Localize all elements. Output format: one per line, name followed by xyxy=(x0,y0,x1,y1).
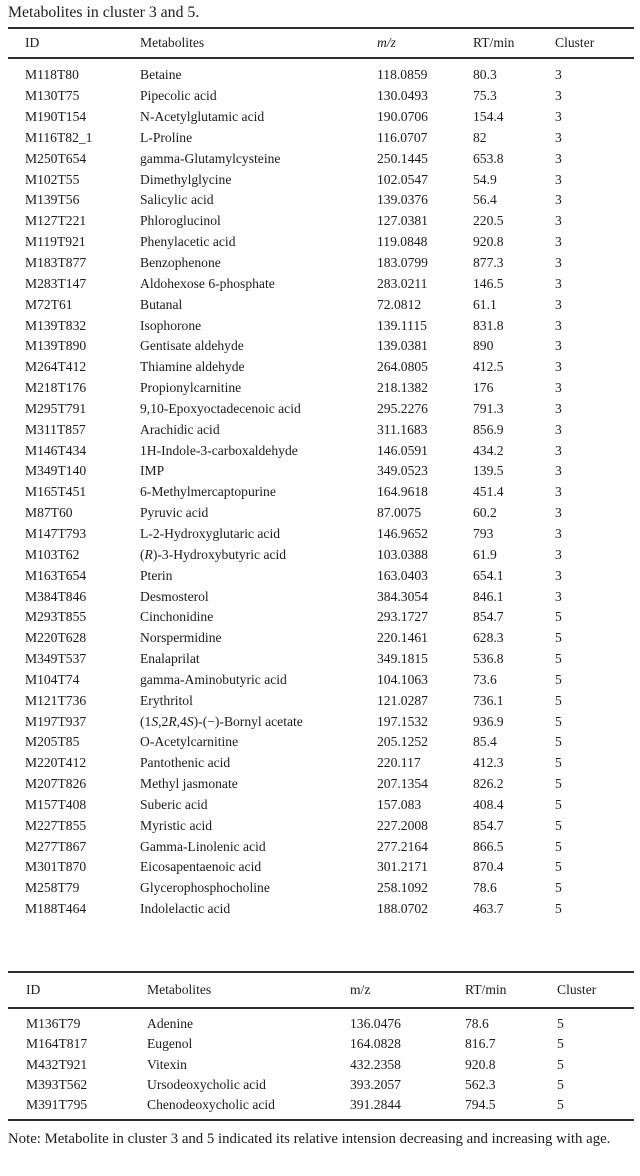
table-row xyxy=(8,399,634,420)
cell-rt: 562.3 xyxy=(465,1077,496,1093)
table-row xyxy=(8,169,634,190)
column-header-rt: RT/min xyxy=(465,982,507,997)
cell-rt: 628.3 xyxy=(473,630,504,646)
cell-id: M384T846 xyxy=(25,588,87,604)
cell-mz: 183.0799 xyxy=(377,255,428,271)
cell-rt: 61.1 xyxy=(473,296,497,312)
cell-id: M130T75 xyxy=(25,88,80,104)
cell-id: M283T147 xyxy=(25,275,87,291)
cell-id: M250T654 xyxy=(25,150,87,166)
cell-id: M127T221 xyxy=(25,213,87,229)
cell-mz: 139.1115 xyxy=(377,317,427,333)
cell-mz: 130.0493 xyxy=(377,88,428,104)
cell-metabolites: Vitexin xyxy=(147,1056,187,1072)
cell-metabolites: Pipecolic acid xyxy=(140,88,217,104)
table-row xyxy=(8,336,634,357)
cell-rt: 793 xyxy=(473,525,494,541)
cell-cluster: 3 xyxy=(555,234,562,250)
cell-id: M119T921 xyxy=(25,234,86,250)
cell-rt: 866.5 xyxy=(473,838,504,854)
cell-metabolites: Chenodeoxycholic acid xyxy=(147,1097,275,1113)
cell-mz: 391.2844 xyxy=(350,1097,401,1113)
cell-metabolites: Ursodeoxycholic acid xyxy=(147,1077,266,1093)
cell-cluster: 3 xyxy=(555,463,562,479)
cell-id: M295T791 xyxy=(25,400,87,416)
cell-id: M103T62 xyxy=(25,546,80,562)
cell-mz: 250.1445 xyxy=(377,150,428,166)
cell-id: M165T451 xyxy=(25,484,87,500)
table-row xyxy=(8,795,634,816)
cell-id: M277T867 xyxy=(25,838,87,854)
cell-rt: 451.4 xyxy=(473,484,504,500)
cell-id: M190T154 xyxy=(25,109,87,125)
table-row xyxy=(8,211,634,232)
cell-mz: 220.117 xyxy=(377,755,421,771)
cell-id: M218T176 xyxy=(25,380,87,396)
cell-mz: 164.0828 xyxy=(350,1036,401,1052)
cell-metabolites: O-Acetylcarnitine xyxy=(140,734,239,750)
cell-id: M104T74 xyxy=(25,671,80,687)
table-row xyxy=(8,1075,634,1095)
cell-cluster: 3 xyxy=(555,400,562,416)
table-row xyxy=(8,1034,634,1054)
cell-cluster: 3 xyxy=(555,213,562,229)
cell-cluster: 3 xyxy=(555,525,562,541)
table-header-row xyxy=(8,973,634,1007)
cell-metabolites: N-Acetylglutamic acid xyxy=(140,109,265,125)
cell-mz: 116.0707 xyxy=(377,129,428,145)
cell-mz: 163.0403 xyxy=(377,567,428,583)
cell-mz: 197.1532 xyxy=(377,713,428,729)
cell-mz: 432.2358 xyxy=(350,1056,401,1072)
cell-mz: 349.1815 xyxy=(377,651,428,667)
table-row xyxy=(8,232,634,253)
cell-cluster: 5 xyxy=(555,692,562,708)
cell-mz: 190.0706 xyxy=(377,109,428,125)
cell-cluster: 5 xyxy=(555,713,562,729)
table-row xyxy=(8,565,634,586)
cell-rt: 736.1 xyxy=(473,692,504,708)
table-row xyxy=(8,65,634,86)
cell-id: M349T140 xyxy=(25,463,87,479)
cell-id: M147T793 xyxy=(25,525,87,541)
table-row xyxy=(8,649,634,670)
cell-mz: 218.1382 xyxy=(377,380,428,396)
metabolites-table-continued xyxy=(8,971,634,1121)
cell-mz: 207.1354 xyxy=(377,776,428,792)
cell-rt: 54.9 xyxy=(473,171,497,187)
table-row xyxy=(8,440,634,461)
cell-rt: 920.8 xyxy=(465,1056,496,1072)
cell-cluster: 5 xyxy=(555,796,562,812)
cell-rt: 920.8 xyxy=(473,234,504,250)
cell-cluster: 3 xyxy=(555,171,562,187)
cell-cluster: 3 xyxy=(555,67,562,83)
table-row xyxy=(8,690,634,711)
cell-metabolites: gamma-Glutamylcysteine xyxy=(140,150,281,166)
cell-mz: 349.0523 xyxy=(377,463,428,479)
cell-id: M136T79 xyxy=(26,1016,81,1032)
column-header-mz: m/z xyxy=(350,982,371,997)
cell-rt: 536.8 xyxy=(473,651,504,667)
cell-metabolites: Thiamine aldehyde xyxy=(140,359,245,375)
cell-mz: 264.0805 xyxy=(377,359,428,375)
cell-id: M183T877 xyxy=(25,255,87,271)
table-header-row xyxy=(8,29,634,57)
table-row xyxy=(8,128,634,149)
cell-cluster: 3 xyxy=(555,129,562,145)
table-row xyxy=(8,190,634,211)
cell-mz: 393.2057 xyxy=(350,1077,401,1093)
cell-metabolites: Myristic acid xyxy=(140,817,213,833)
table-caption: Metabolites in cluster 3 and 5. xyxy=(8,4,200,21)
cell-cluster: 5 xyxy=(555,671,562,687)
cell-mz: 188.0702 xyxy=(377,901,428,917)
column-header-rt: RT/min xyxy=(473,35,515,50)
cell-mz: 118.0859 xyxy=(377,67,428,83)
cell-id: M139T56 xyxy=(25,192,80,208)
cell-cluster: 5 xyxy=(557,1036,564,1052)
cell-metabolites: Pantothenic acid xyxy=(140,755,231,771)
table-row xyxy=(8,315,634,336)
table-row xyxy=(8,461,634,482)
cell-cluster: 5 xyxy=(555,630,562,646)
table-row xyxy=(8,148,634,169)
cell-id: M118T80 xyxy=(25,67,79,83)
table-row xyxy=(8,857,634,878)
cell-mz: 139.0376 xyxy=(377,192,428,208)
cell-metabolites: (R)-3-Hydroxybutyric acid xyxy=(140,546,287,562)
cell-id: M220T412 xyxy=(25,755,87,771)
cell-cluster: 5 xyxy=(555,838,562,854)
cell-id: M227T855 xyxy=(25,817,87,833)
cell-mz: 384.3054 xyxy=(377,588,428,604)
table-row xyxy=(8,732,634,753)
cell-rt: 78.6 xyxy=(473,880,497,896)
cell-metabolites: IMP xyxy=(140,463,165,479)
column-header-metabolites: Metabolites xyxy=(140,35,205,50)
cell-rt: 854.7 xyxy=(473,817,504,833)
table-row xyxy=(8,253,634,274)
table-row xyxy=(8,607,634,628)
cell-rt: 890 xyxy=(473,338,494,354)
cell-metabolites: Erythritol xyxy=(140,692,193,708)
cell-rt: 826.2 xyxy=(473,776,504,792)
cell-cluster: 3 xyxy=(555,484,562,500)
cell-cluster: 3 xyxy=(555,255,562,271)
cell-cluster: 5 xyxy=(557,1097,564,1113)
table-row xyxy=(8,503,634,524)
column-header-id: ID xyxy=(25,35,40,50)
cell-metabolites: Isophorone xyxy=(140,317,202,333)
cell-metabolites: L-Proline xyxy=(140,129,193,145)
cell-metabolites: Suberic acid xyxy=(140,796,208,812)
cell-metabolites: Glycerophosphocholine xyxy=(140,880,270,896)
table-row xyxy=(8,1014,634,1034)
cell-mz: 220.1461 xyxy=(377,630,428,646)
cell-metabolites: Salicylic acid xyxy=(140,192,214,208)
cell-mz: 227.2008 xyxy=(377,817,428,833)
cell-metabolites: Eugenol xyxy=(147,1036,193,1052)
table-row xyxy=(8,378,634,399)
table-row xyxy=(8,836,634,857)
cell-mz: 127.0381 xyxy=(377,213,428,229)
cell-id: M207T826 xyxy=(25,776,87,792)
metabolites-table-clusters-3-5 xyxy=(8,27,634,920)
cell-cluster: 5 xyxy=(555,880,562,896)
cell-rt: 220.5 xyxy=(473,213,504,229)
cell-rt: 176 xyxy=(473,380,494,396)
cell-rt: 434.2 xyxy=(473,442,504,458)
cell-id: M311T857 xyxy=(25,421,86,437)
cell-rt: 463.7 xyxy=(473,901,504,917)
cell-metabolites: Gamma-Linolenic acid xyxy=(140,838,266,854)
table-row xyxy=(8,357,634,378)
table-body xyxy=(8,1009,634,1119)
cell-id: M220T628 xyxy=(25,630,87,646)
cell-cluster: 5 xyxy=(555,651,562,667)
cell-rt: 412.5 xyxy=(473,359,504,375)
cell-cluster: 5 xyxy=(555,734,562,750)
table-row xyxy=(8,1055,634,1075)
cell-mz: 103.0388 xyxy=(377,546,428,562)
cell-cluster: 5 xyxy=(555,609,562,625)
cell-metabolites: Betaine xyxy=(140,67,182,83)
cell-cluster: 5 xyxy=(555,901,562,917)
cell-mz: 164.9618 xyxy=(377,484,428,500)
cell-mz: 87.0075 xyxy=(377,505,422,521)
table-row xyxy=(8,815,634,836)
cell-mz: 146.9652 xyxy=(377,525,428,541)
cell-rt: 816.7 xyxy=(465,1036,496,1052)
cell-rt: 854.7 xyxy=(473,609,504,625)
cell-cluster: 5 xyxy=(557,1016,564,1032)
cell-metabolites: Aldohexose 6-phosphate xyxy=(140,275,275,291)
cell-cluster: 3 xyxy=(555,421,562,437)
cell-id: M293T855 xyxy=(25,609,87,625)
cell-rt: 412.3 xyxy=(473,755,504,771)
cell-mz: 157.083 xyxy=(377,796,422,812)
table-row xyxy=(8,107,634,128)
table-row xyxy=(8,544,634,565)
cell-id: M349T537 xyxy=(25,651,87,667)
cell-mz: 72.0812 xyxy=(377,296,422,312)
column-header-metabolites: Metabolites xyxy=(147,982,212,997)
cell-rt: 78.6 xyxy=(465,1016,489,1032)
cell-mz: 146.0591 xyxy=(377,442,428,458)
cell-cluster: 5 xyxy=(555,776,562,792)
table-row xyxy=(8,524,634,545)
cell-cluster: 5 xyxy=(557,1056,564,1072)
cell-rt: 75.3 xyxy=(473,88,497,104)
cell-mz: 205.1252 xyxy=(377,734,428,750)
cell-mz: 102.0547 xyxy=(377,171,428,187)
cell-cluster: 3 xyxy=(555,275,562,291)
cell-rt: 60.2 xyxy=(473,505,497,521)
cell-rt: 154.4 xyxy=(473,109,504,125)
cell-metabolites: Dimethylglycine xyxy=(140,171,232,187)
cell-id: M197T937 xyxy=(25,713,87,729)
cell-rt: 936.9 xyxy=(473,713,504,729)
cell-mz: 121.0287 xyxy=(377,692,428,708)
cell-metabolites: Indolelactic acid xyxy=(140,901,231,917)
table-row xyxy=(8,586,634,607)
cell-metabolites: (1S,2R,4S)-(−)-Bornyl acetate xyxy=(140,713,303,729)
cell-cluster: 5 xyxy=(555,817,562,833)
cell-rt: 831.8 xyxy=(473,317,504,333)
cell-cluster: 3 xyxy=(555,88,562,104)
cell-rt: 870.4 xyxy=(473,859,504,875)
cell-cluster: 3 xyxy=(555,505,562,521)
cell-rt: 846.1 xyxy=(473,588,504,604)
cell-id: M188T464 xyxy=(25,901,87,917)
cell-id: M87T60 xyxy=(25,505,73,521)
cell-id: M157T408 xyxy=(25,796,87,812)
cell-metabolites: Gentisate aldehyde xyxy=(140,338,244,354)
cell-cluster: 3 xyxy=(555,442,562,458)
table-row xyxy=(8,878,634,899)
cell-cluster: 3 xyxy=(555,588,562,604)
cell-cluster: 5 xyxy=(557,1077,564,1093)
cell-cluster: 3 xyxy=(555,296,562,312)
cell-metabolites: 9,10-Epoxyoctadecenoic acid xyxy=(140,400,301,416)
cell-id: M146T434 xyxy=(25,442,87,458)
cell-id: M102T55 xyxy=(25,171,80,187)
column-header-cluster: Cluster xyxy=(557,982,597,997)
column-header-mz: m/z xyxy=(377,35,396,50)
cell-metabolites: Eicosapentaenoic acid xyxy=(140,859,262,875)
cell-metabolites: Phenylacetic acid xyxy=(140,234,236,250)
column-header-cluster: Cluster xyxy=(555,35,595,50)
table-row xyxy=(8,774,634,795)
cell-cluster: 5 xyxy=(555,755,562,771)
cell-cluster: 5 xyxy=(555,859,562,875)
cell-id: M264T412 xyxy=(25,359,87,375)
cell-metabolites: Benzophenone xyxy=(140,255,221,271)
cell-rt: 61.9 xyxy=(473,546,497,562)
cell-mz: 295.2276 xyxy=(377,400,428,416)
cell-mz: 293.1727 xyxy=(377,609,428,625)
table-row xyxy=(8,86,634,107)
cell-id: M205T85 xyxy=(25,734,80,750)
cell-metabolites: Butanal xyxy=(140,296,183,312)
cell-mz: 311.1683 xyxy=(377,421,428,437)
table-body xyxy=(8,59,634,920)
cell-metabolites: Methyl jasmonate xyxy=(140,776,238,792)
table-row xyxy=(8,753,634,774)
cell-rt: 791.3 xyxy=(473,400,504,416)
cell-mz: 139.0381 xyxy=(377,338,428,354)
cell-metabolites: Adenine xyxy=(147,1016,194,1032)
cell-metabolites: 6-Methylmercaptopurine xyxy=(140,484,276,500)
cell-rt: 82 xyxy=(473,129,487,145)
cell-rt: 139.5 xyxy=(473,463,504,479)
table-row xyxy=(8,628,634,649)
cell-metabolites: Pterin xyxy=(140,567,173,583)
table-row xyxy=(8,273,634,294)
cell-id: M116T82_1 xyxy=(25,129,93,145)
cell-id: M432T921 xyxy=(26,1056,88,1072)
cell-metabolites: Norspermidine xyxy=(140,630,222,646)
cell-metabolites: gamma-Aminobutyric acid xyxy=(140,671,287,687)
table-row xyxy=(8,899,634,920)
column-header-id: ID xyxy=(26,982,41,997)
cell-rt: 877.3 xyxy=(473,255,504,271)
cell-metabolites: Phloroglucinol xyxy=(140,213,221,229)
cell-mz: 301.2171 xyxy=(377,859,428,875)
cell-rt: 654.1 xyxy=(473,567,504,583)
table-row xyxy=(8,711,634,732)
cell-mz: 104.1063 xyxy=(377,671,428,687)
table-row xyxy=(8,419,634,440)
cell-metabolites: Arachidic acid xyxy=(140,421,220,437)
cell-metabolites: Pyruvic acid xyxy=(140,505,209,521)
cell-cluster: 3 xyxy=(555,317,562,333)
cell-id: M163T654 xyxy=(25,567,87,583)
cell-cluster: 3 xyxy=(555,380,562,396)
cell-id: M121T736 xyxy=(25,692,87,708)
table-footnote: Note: Metabolite in cluster 3 and 5 indicated its relative intension decreasing and increasing with age. xyxy=(8,1131,611,1147)
cell-cluster: 3 xyxy=(555,359,562,375)
cell-id: M391T795 xyxy=(26,1097,88,1113)
cell-metabolites: Desmosterol xyxy=(140,588,209,604)
cell-rt: 56.4 xyxy=(473,192,497,208)
cell-mz: 277.2164 xyxy=(377,838,428,854)
cell-mz: 258.1092 xyxy=(377,880,428,896)
cell-cluster: 3 xyxy=(555,150,562,166)
cell-id: M164T817 xyxy=(26,1036,88,1052)
cell-metabolites: 1H-Indole-3-carboxaldehyde xyxy=(140,442,298,458)
cell-id: M393T562 xyxy=(26,1077,88,1093)
cell-id: M139T890 xyxy=(25,338,87,354)
cell-rt: 653.8 xyxy=(473,150,504,166)
table-row xyxy=(8,669,634,690)
cell-cluster: 3 xyxy=(555,192,562,208)
table-bottom-rule xyxy=(8,1119,634,1121)
cell-metabolites: Cinchonidine xyxy=(140,609,214,625)
cell-rt: 794.5 xyxy=(465,1097,496,1113)
cell-rt: 856.9 xyxy=(473,421,504,437)
cell-rt: 146.5 xyxy=(473,275,504,291)
cell-metabolites: Propionylcarnitine xyxy=(140,380,242,396)
cell-mz: 119.0848 xyxy=(377,234,428,250)
cell-rt: 73.6 xyxy=(473,671,497,687)
table-row xyxy=(8,482,634,503)
cell-metabolites: Enalaprilat xyxy=(140,651,200,667)
cell-cluster: 3 xyxy=(555,338,562,354)
cell-id: M258T79 xyxy=(25,880,80,896)
cell-id: M72T61 xyxy=(25,296,73,312)
cell-rt: 85.4 xyxy=(473,734,497,750)
table-row xyxy=(8,294,634,315)
cell-mz: 136.0476 xyxy=(350,1016,401,1032)
cell-metabolites: L-2-Hydroxyglutaric acid xyxy=(140,525,281,541)
cell-cluster: 3 xyxy=(555,567,562,583)
cell-id: M301T870 xyxy=(25,859,87,875)
cell-cluster: 3 xyxy=(555,109,562,125)
cell-rt: 408.4 xyxy=(473,796,504,812)
cell-mz: 283.0211 xyxy=(377,275,428,291)
cell-cluster: 3 xyxy=(555,546,562,562)
cell-id: M139T832 xyxy=(25,317,87,333)
table-row xyxy=(8,1095,634,1115)
cell-rt: 80.3 xyxy=(473,67,497,83)
